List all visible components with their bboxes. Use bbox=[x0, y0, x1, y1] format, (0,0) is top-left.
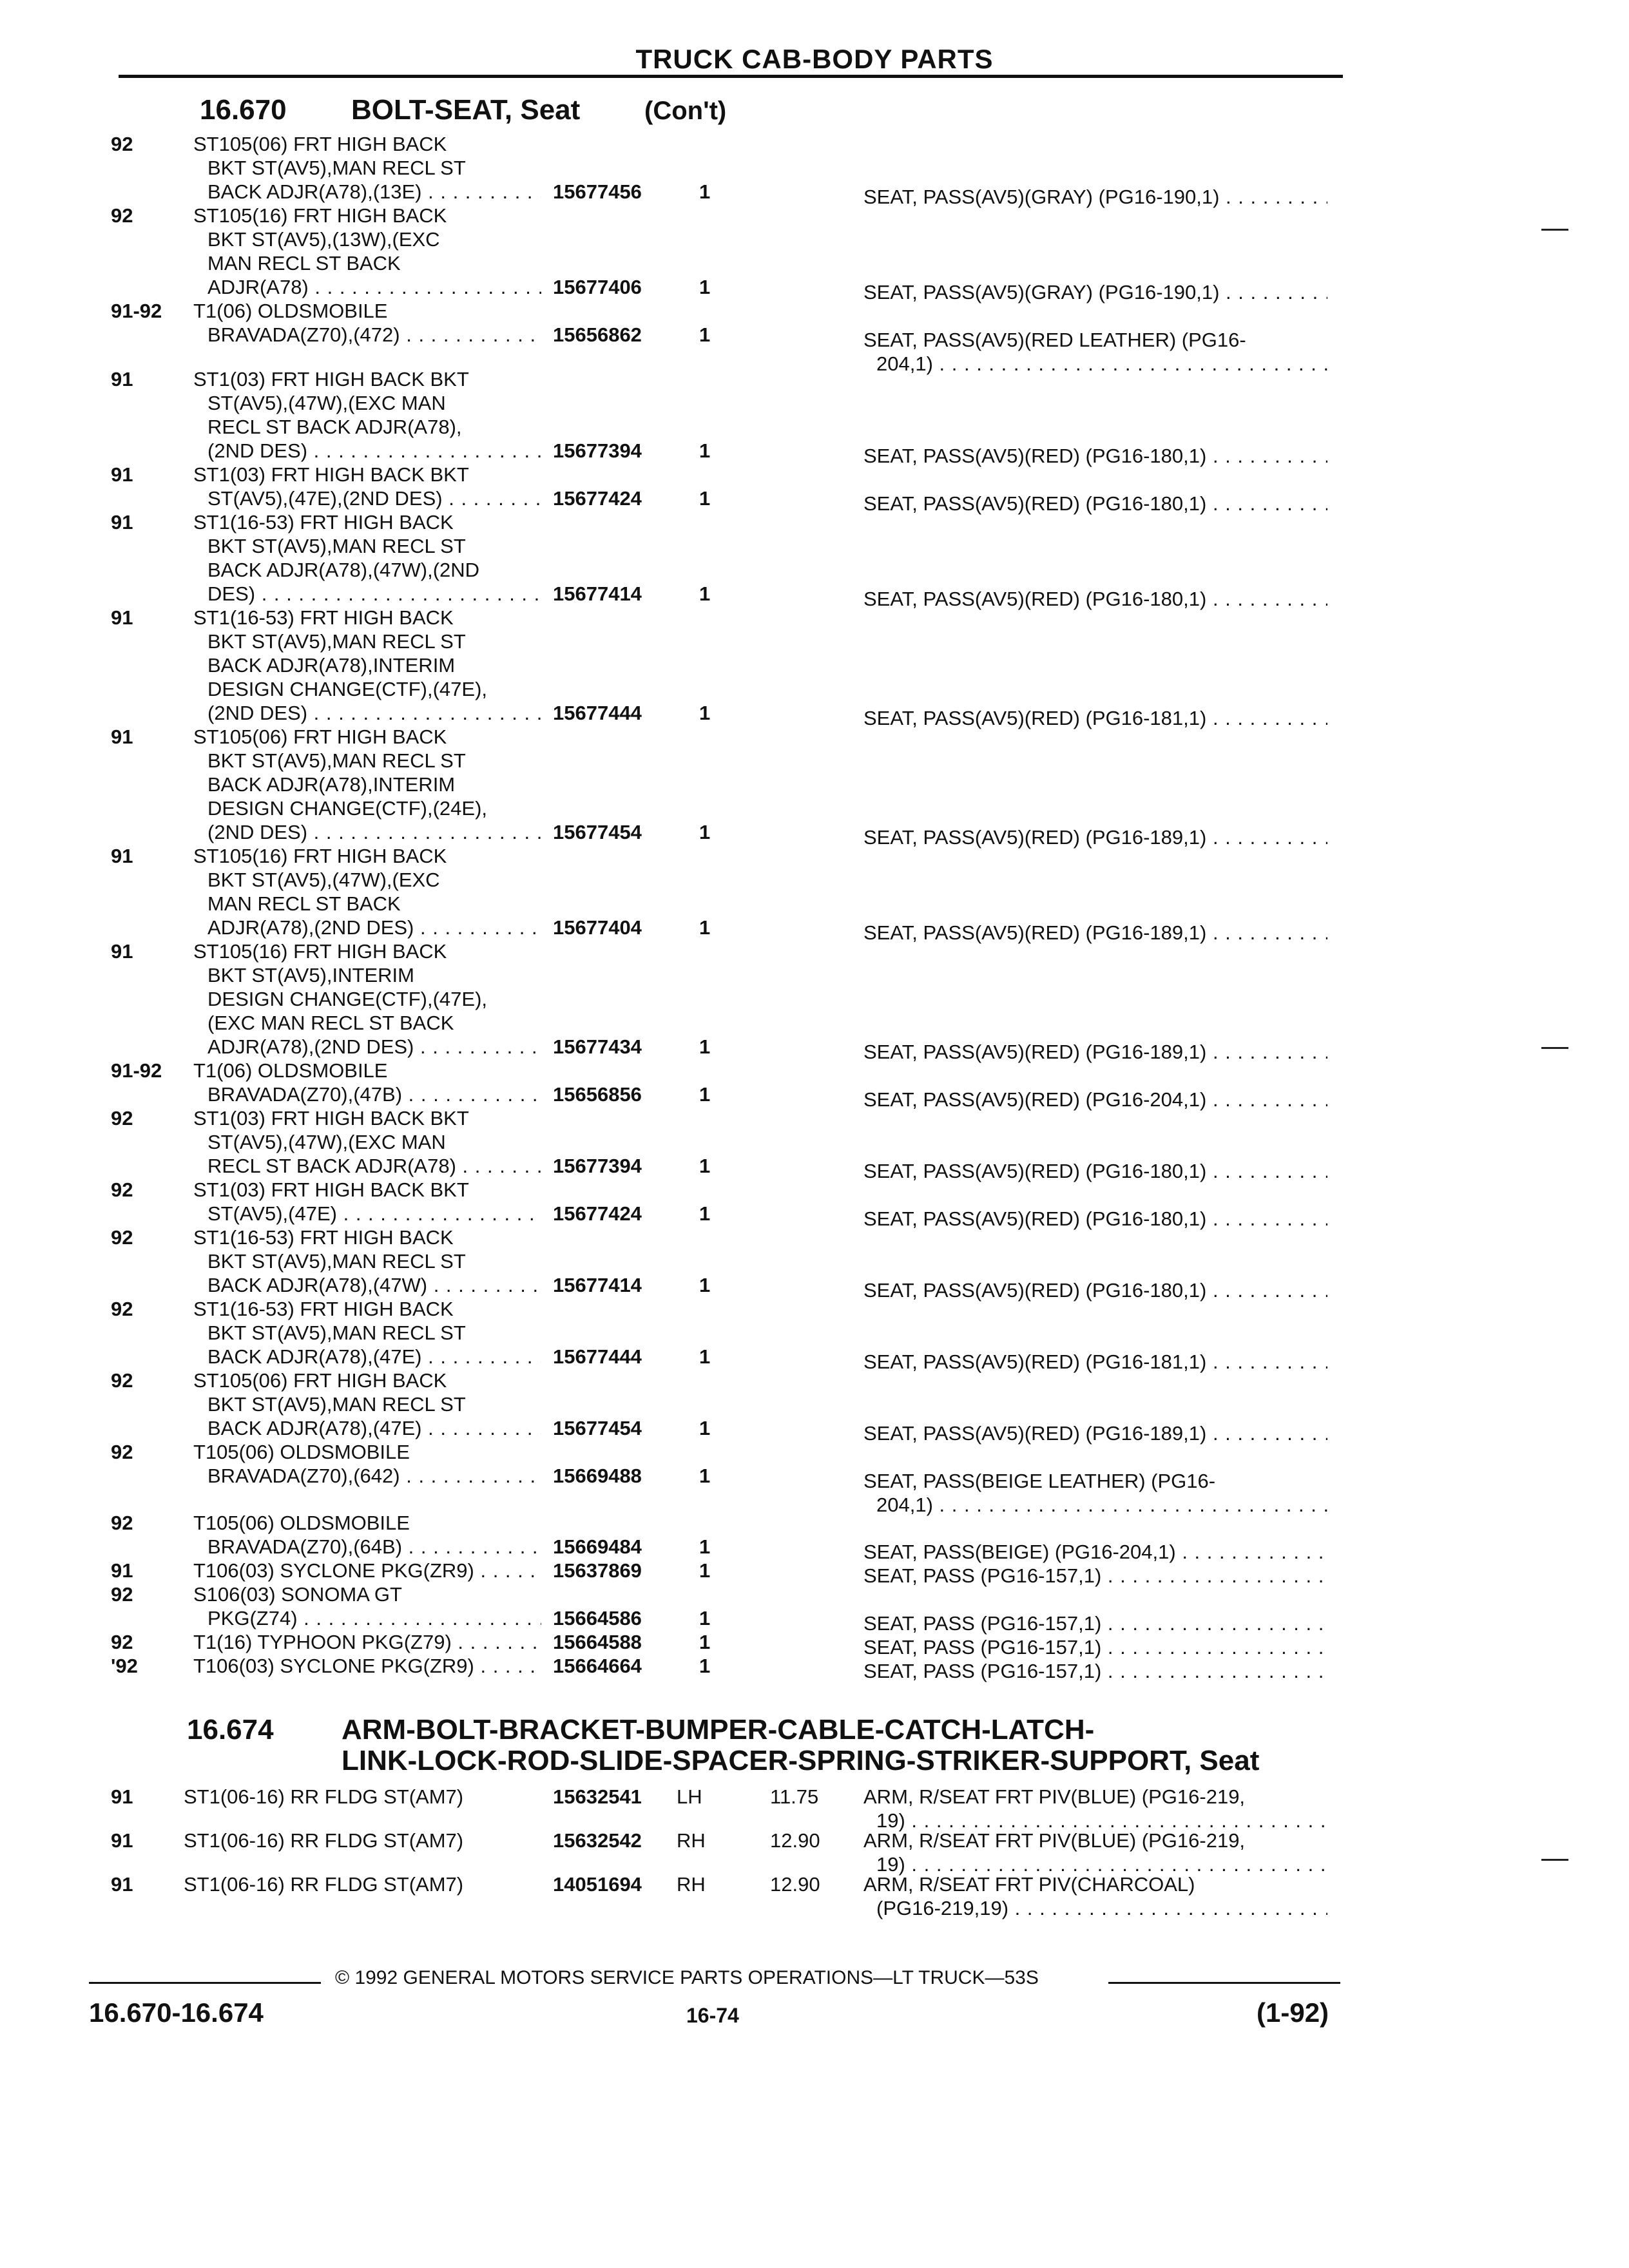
quantity: 1 bbox=[699, 1607, 711, 1629]
usage-description-line: BKT ST(AV5),(13W),(EXC bbox=[207, 228, 440, 251]
part-note-line: 204,1) . . . bbox=[863, 1493, 1327, 1517]
part-number: 15677424 bbox=[553, 1202, 642, 1225]
usage-description-line: ST1(16-53) FRT HIGH BACK bbox=[193, 511, 454, 533]
usage-description-line: (2ND DES) . . . bbox=[193, 439, 541, 463]
part-note-line: SEAT, PASS(AV5)(RED) (PG16-180,1) . . . bbox=[863, 587, 1327, 611]
model-year: 91 bbox=[111, 1829, 133, 1852]
usage-description bbox=[184, 1829, 532, 1852]
side-designation: RH bbox=[677, 1873, 706, 1896]
part-note-line: SEAT, PASS(AV5)(GRAY) (PG16-190,1) . . . bbox=[863, 185, 1327, 209]
part-number: 15669488 bbox=[553, 1465, 642, 1487]
model-year: 91 bbox=[111, 368, 133, 390]
part-note-line: SEAT, PASS(AV5)(RED) (PG16-181,1) . . . bbox=[863, 706, 1327, 730]
usage-description bbox=[193, 1511, 541, 1559]
part-number: 15677414 bbox=[553, 1274, 642, 1296]
usage-description-line: ST1(03) FRT HIGH BACK BKT bbox=[193, 1178, 469, 1201]
usage-description-line: T106(03) SYCLONE PKG(ZR9) . . . bbox=[193, 1559, 541, 1582]
model-year: 92 bbox=[111, 1298, 133, 1320]
model-year: 92 bbox=[111, 1178, 133, 1201]
table-row bbox=[0, 1630, 1629, 1658]
usage-description bbox=[193, 1559, 541, 1582]
usage-description-line: DESIGN CHANGE(CTF),(47E), bbox=[207, 988, 488, 1010]
part-note-line: ARM, R/SEAT FRT PIV(BLUE) (PG16-219, bbox=[863, 1785, 1246, 1808]
quantity: 1 bbox=[699, 582, 711, 605]
usage-description bbox=[193, 939, 541, 1059]
model-year: 91-92 bbox=[111, 300, 162, 322]
usage-description bbox=[193, 844, 541, 939]
model-year: 91 bbox=[111, 1559, 133, 1582]
part-number: 15677394 bbox=[553, 439, 642, 462]
usage-description-line: DESIGN CHANGE(CTF),(24E), bbox=[207, 797, 488, 820]
table-row bbox=[0, 725, 1629, 849]
quantity: 1 bbox=[699, 487, 711, 510]
part-note bbox=[863, 1469, 1327, 1517]
table-row bbox=[0, 1582, 1629, 1635]
usage-description bbox=[193, 367, 541, 463]
part-number: 15656862 bbox=[553, 323, 642, 346]
usage-description-line: BRAVADA(Z70),(642) . . . bbox=[193, 1464, 541, 1488]
usage-description bbox=[193, 1630, 541, 1654]
usage-description-line: MAN RECL ST BACK bbox=[207, 252, 401, 274]
section-heading-16-674 bbox=[0, 1714, 1629, 1785]
usage-description-line: ST1(03) FRT HIGH BACK BKT bbox=[193, 1107, 469, 1129]
usage-description-line: (2ND DES) . . . bbox=[193, 701, 541, 725]
usage-description-line: ST(AV5),(47W),(EXC MAN bbox=[207, 1131, 446, 1153]
part-note-line: SEAT, PASS(AV5)(GRAY) (PG16-190,1) . . . bbox=[863, 280, 1327, 304]
part-note-line: ARM, R/SEAT FRT PIV(CHARCOAL) bbox=[863, 1873, 1195, 1896]
footer-rule-right bbox=[1108, 1982, 1340, 1984]
footer-section-range: 16.670-16.674 bbox=[89, 1997, 264, 2028]
section-heading-16-670 bbox=[0, 94, 1629, 133]
part-note bbox=[863, 1872, 1327, 1920]
usage-description-line: BACK ADJR(A78),(47W),(2ND bbox=[207, 559, 480, 581]
model-year: 92 bbox=[111, 204, 133, 227]
usage-description bbox=[193, 132, 541, 204]
footer-copyright: © 1992 GENERAL MOTORS SERVICE PARTS OPERATIONS—LT TRUCK—53S bbox=[335, 1967, 1039, 1988]
usage-description-line: MAN RECL ST BACK bbox=[207, 892, 401, 915]
quantity: 1 bbox=[699, 323, 711, 346]
usage-description-line: ST1(06-16) RR FLDG ST(AM7) bbox=[184, 1873, 464, 1896]
usage-description-line: BKT ST(AV5),MAN RECL ST bbox=[207, 1250, 466, 1273]
section-title-line-2: LINK-LOCK-ROD-SLIDE-SPACER-SPRING-STRIKER-SUPPORT, Seat bbox=[342, 1745, 1260, 1776]
usage-description-line: ST1(16-53) FRT HIGH BACK bbox=[193, 1226, 454, 1249]
usage-description-line: BKT ST(AV5),MAN RECL ST bbox=[207, 749, 466, 772]
list-price: 12.90 bbox=[770, 1873, 820, 1896]
usage-description-line: ST105(16) FRT HIGH BACK bbox=[193, 845, 447, 867]
part-number: 15677434 bbox=[553, 1035, 642, 1058]
usage-description bbox=[193, 1059, 541, 1106]
table-row bbox=[0, 367, 1629, 467]
usage-description bbox=[193, 204, 541, 299]
section-continued-label: (Con't) bbox=[644, 97, 727, 125]
part-note-line: SEAT, PASS(AV5)(RED) (PG16-204,1) . . . bbox=[863, 1088, 1327, 1111]
usage-description-line: ST1(16-53) FRT HIGH BACK bbox=[193, 1298, 454, 1320]
table-row bbox=[0, 1654, 1629, 1682]
usage-description bbox=[193, 1654, 541, 1678]
footer-revision-date: (1-92) bbox=[1257, 1997, 1329, 2028]
model-year: 91 bbox=[111, 511, 133, 533]
part-number: 15677404 bbox=[553, 916, 642, 939]
part-note-line: SEAT, PASS(AV5)(RED) (PG16-180,1) . . . bbox=[863, 444, 1327, 468]
section-title-line-1: ARM-BOLT-BRACKET-BUMPER-CABLE-CATCH-LATCH- bbox=[342, 1714, 1095, 1745]
part-note bbox=[863, 1659, 1327, 1683]
section-title: BOLT-SEAT, Seat bbox=[351, 94, 581, 126]
model-year: '92 bbox=[111, 1655, 138, 1677]
quantity: 1 bbox=[699, 916, 711, 939]
table-row bbox=[0, 844, 1629, 944]
model-year: 91 bbox=[111, 726, 133, 748]
usage-description-line: ST1(06-16) RR FLDG ST(AM7) bbox=[184, 1829, 464, 1852]
quantity: 1 bbox=[699, 1465, 711, 1487]
usage-description-line: BKT ST(AV5),MAN RECL ST bbox=[207, 535, 466, 557]
table-row bbox=[0, 463, 1629, 515]
table-row bbox=[0, 132, 1629, 208]
part-note-line: 204,1) . . . bbox=[863, 352, 1327, 376]
table-row bbox=[0, 1059, 1629, 1111]
quantity: 1 bbox=[699, 702, 711, 724]
model-year: 92 bbox=[111, 1441, 133, 1463]
part-note-line: SEAT, PASS(AV5)(RED) (PG16-189,1) . . . bbox=[863, 921, 1327, 945]
part-number: 15656856 bbox=[553, 1083, 642, 1106]
table-row bbox=[0, 939, 1629, 1063]
usage-description-line: ADJR(A78),(2ND DES) . . . bbox=[193, 916, 541, 939]
usage-description-line: BACK ADJR(A78),(13E) . . . bbox=[193, 180, 541, 204]
part-note-line: SEAT, PASS(AV5)(RED) (PG16-180,1) . . . bbox=[863, 1278, 1327, 1302]
usage-description-line: RECL ST BACK ADJR(A78), bbox=[207, 416, 462, 438]
usage-description bbox=[193, 1369, 541, 1440]
usage-description-line: (2ND DES) . . . bbox=[193, 820, 541, 844]
part-note-line: SEAT, PASS(BEIGE LEATHER) (PG16- bbox=[863, 1470, 1216, 1492]
usage-description-line: BKT ST(AV5),(47W),(EXC bbox=[207, 869, 440, 891]
model-year: 91 bbox=[111, 1873, 133, 1896]
usage-description-line: ST1(16-53) FRT HIGH BACK bbox=[193, 606, 454, 629]
part-note-line: (PG16-219,19) . . . bbox=[863, 1896, 1327, 1920]
usage-description bbox=[184, 1785, 532, 1809]
part-note-line: SEAT, PASS (PG16-157,1) . . . bbox=[863, 1659, 1327, 1683]
usage-description bbox=[193, 510, 541, 606]
model-year: 92 bbox=[111, 1583, 133, 1606]
part-note-line: SEAT, PASS (PG16-157,1) . . . bbox=[863, 1564, 1327, 1588]
table-row bbox=[0, 606, 1629, 729]
usage-description-line: DES) . . . bbox=[193, 582, 541, 606]
part-number: 15677454 bbox=[553, 821, 642, 843]
table-row bbox=[0, 299, 1629, 375]
table-row bbox=[0, 1106, 1629, 1182]
table-row bbox=[0, 1559, 1629, 1587]
part-note-line: 19) . . . bbox=[863, 1852, 1327, 1876]
quantity: 1 bbox=[699, 1345, 711, 1368]
part-number: 15677406 bbox=[553, 276, 642, 298]
part-number: 15637869 bbox=[553, 1559, 642, 1582]
quantity: 1 bbox=[699, 439, 711, 462]
usage-description-line: ST105(16) FRT HIGH BACK bbox=[193, 204, 447, 227]
usage-description bbox=[193, 1106, 541, 1178]
usage-description-line: ST105(06) FRT HIGH BACK bbox=[193, 726, 447, 748]
margin-mark bbox=[1541, 1859, 1568, 1861]
part-note-line: 19) . . . bbox=[863, 1809, 1327, 1832]
usage-description-line: BACK ADJR(A78),INTERIM bbox=[207, 654, 456, 677]
usage-description-line: ST1(03) FRT HIGH BACK BKT bbox=[193, 463, 469, 486]
usage-description-line: BKT ST(AV5),MAN RECL ST bbox=[207, 157, 466, 179]
quantity: 1 bbox=[699, 1559, 711, 1582]
quantity: 1 bbox=[699, 1655, 711, 1677]
usage-description-line: ST1(03) FRT HIGH BACK BKT bbox=[193, 368, 469, 390]
usage-description-line: S106(03) SONOMA GT bbox=[193, 1583, 402, 1606]
quantity: 1 bbox=[699, 276, 711, 298]
table-row bbox=[0, 204, 1629, 303]
part-note-line: SEAT, PASS(AV5)(RED) (PG16-180,1) . . . bbox=[863, 1159, 1327, 1183]
part-number: 15632542 bbox=[553, 1829, 642, 1852]
part-note-line: SEAT, PASS(AV5)(RED) (PG16-189,1) . . . bbox=[863, 1421, 1327, 1445]
quantity: 1 bbox=[699, 1202, 711, 1225]
section-number: 16.674 bbox=[187, 1714, 274, 1745]
model-year: 91 bbox=[111, 1785, 133, 1808]
part-number: 15664588 bbox=[553, 1631, 642, 1653]
quantity: 1 bbox=[699, 1417, 711, 1439]
side-designation: RH bbox=[677, 1829, 706, 1852]
usage-description bbox=[193, 1178, 541, 1225]
page-title: TRUCK CAB-BODY PARTS bbox=[635, 44, 994, 74]
table-row bbox=[0, 1178, 1629, 1230]
table-row bbox=[0, 1440, 1629, 1516]
quantity: 1 bbox=[699, 1274, 711, 1296]
footer-rule-left bbox=[89, 1982, 321, 1984]
footer-page-number: 16-74 bbox=[686, 2004, 739, 2027]
part-number: 15677444 bbox=[553, 1345, 642, 1368]
usage-description-line: ADJR(A78),(2ND DES) . . . bbox=[193, 1035, 541, 1059]
table-row bbox=[0, 1872, 1629, 1920]
model-year: 91 bbox=[111, 606, 133, 629]
part-number: 15677444 bbox=[553, 702, 642, 724]
part-note-line: SEAT, PASS(AV5)(RED) (PG16-180,1) . . . bbox=[863, 1207, 1327, 1231]
usage-description-line: ST105(06) FRT HIGH BACK bbox=[193, 1369, 447, 1392]
usage-description-line: ST105(06) FRT HIGH BACK bbox=[193, 133, 447, 155]
model-year: 92 bbox=[111, 1512, 133, 1534]
usage-description-line: ST(AV5),(47E) . . . bbox=[193, 1202, 541, 1225]
usage-description-line: BACK ADJR(A78),(47E) . . . bbox=[193, 1416, 541, 1440]
model-year: 91 bbox=[111, 940, 133, 963]
usage-description-line: T105(06) OLDSMOBILE bbox=[193, 1512, 410, 1534]
part-number: 15677394 bbox=[553, 1155, 642, 1177]
table-row bbox=[0, 1785, 1629, 1832]
usage-description bbox=[193, 1582, 541, 1630]
usage-description-line: T105(06) OLDSMOBILE bbox=[193, 1441, 410, 1463]
usage-description-line: BKT ST(AV5),MAN RECL ST bbox=[207, 630, 466, 653]
model-year: 92 bbox=[111, 1369, 133, 1392]
model-year: 92 bbox=[111, 1631, 133, 1653]
usage-description-line: DESIGN CHANGE(CTF),(47E), bbox=[207, 678, 488, 700]
part-number: 15677454 bbox=[553, 1417, 642, 1439]
table-row bbox=[0, 1297, 1629, 1373]
usage-description-line: RECL ST BACK ADJR(A78) . . . bbox=[193, 1154, 541, 1178]
section-number: 16.670 bbox=[200, 94, 287, 126]
part-note bbox=[863, 1785, 1327, 1832]
quantity: 1 bbox=[699, 1631, 711, 1653]
part-number: 15677456 bbox=[553, 180, 642, 203]
usage-description-line: BACK ADJR(A78),INTERIM bbox=[207, 773, 456, 796]
part-number: 15664586 bbox=[553, 1607, 642, 1629]
usage-description-line: T1(16) TYPHOON PKG(Z79) . . . bbox=[193, 1630, 541, 1654]
usage-description-line: BRAVADA(Z70),(64B) . . . bbox=[193, 1535, 541, 1559]
quantity: 1 bbox=[699, 1155, 711, 1177]
usage-description bbox=[193, 463, 541, 510]
usage-description bbox=[193, 1297, 541, 1369]
table-row bbox=[0, 1829, 1629, 1876]
table-row bbox=[0, 510, 1629, 610]
part-number: 15632541 bbox=[553, 1785, 642, 1808]
usage-description bbox=[193, 725, 541, 844]
quantity: 1 bbox=[699, 1083, 711, 1106]
usage-description-line: T1(06) OLDSMOBILE bbox=[193, 1059, 388, 1082]
usage-description-line: BKT ST(AV5),MAN RECL ST bbox=[207, 1321, 466, 1344]
part-note-line: SEAT, PASS (PG16-157,1) . . . bbox=[863, 1635, 1327, 1659]
usage-description-line: PKG(Z74) . . . bbox=[193, 1606, 541, 1630]
quantity: 1 bbox=[699, 180, 711, 203]
part-note-line: SEAT, PASS(BEIGE) (PG16-204,1) . . . bbox=[863, 1540, 1327, 1564]
model-year: 91 bbox=[111, 463, 133, 486]
model-year: 91-92 bbox=[111, 1059, 162, 1082]
usage-description-line: (EXC MAN RECL ST BACK bbox=[207, 1012, 454, 1034]
part-note-line: SEAT, PASS(AV5)(RED) (PG16-189,1) . . . bbox=[863, 1040, 1327, 1064]
quantity: 1 bbox=[699, 1535, 711, 1558]
model-year: 92 bbox=[111, 1107, 133, 1129]
usage-description bbox=[193, 606, 541, 725]
part-note-line: SEAT, PASS(AV5)(RED) (PG16-180,1) . . . bbox=[863, 492, 1327, 515]
header-rule bbox=[119, 75, 1343, 78]
quantity: 1 bbox=[699, 821, 711, 843]
part-number: 15677424 bbox=[553, 487, 642, 510]
usage-description-line: ST1(06-16) RR FLDG ST(AM7) bbox=[184, 1785, 464, 1808]
usage-description bbox=[184, 1872, 532, 1896]
part-note-line: SEAT, PASS(AV5)(RED) (PG16-189,1) . . . bbox=[863, 825, 1327, 849]
list-price: 11.75 bbox=[770, 1785, 819, 1808]
usage-description bbox=[193, 299, 541, 347]
usage-description-line: BACK ADJR(A78),(47E) . . . bbox=[193, 1345, 541, 1369]
part-number: 15669484 bbox=[553, 1535, 642, 1558]
usage-description-line: T106(03) SYCLONE PKG(ZR9) . . . bbox=[193, 1654, 541, 1678]
model-year: 92 bbox=[111, 133, 133, 155]
list-price: 12.90 bbox=[770, 1829, 820, 1852]
table-row bbox=[0, 1369, 1629, 1445]
part-number: 15664664 bbox=[553, 1655, 642, 1677]
usage-description-line: BACK ADJR(A78),(47W) . . . bbox=[193, 1273, 541, 1297]
margin-mark bbox=[1541, 1047, 1568, 1049]
usage-description-line: ST(AV5),(47W),(EXC MAN bbox=[207, 392, 446, 414]
usage-description-line: T1(06) OLDSMOBILE bbox=[193, 300, 388, 322]
usage-description bbox=[193, 1440, 541, 1488]
part-note bbox=[863, 1829, 1327, 1876]
usage-description-line: BKT ST(AV5),INTERIM bbox=[207, 964, 414, 986]
part-note-line: SEAT, PASS(AV5)(RED) (PG16-181,1) . . . bbox=[863, 1350, 1327, 1374]
model-year: 91 bbox=[111, 845, 133, 867]
usage-description-line: BRAVADA(Z70),(472) . . . bbox=[193, 323, 541, 347]
side-designation: LH bbox=[677, 1785, 702, 1808]
part-number: 15677414 bbox=[553, 582, 642, 605]
quantity: 1 bbox=[699, 1035, 711, 1058]
margin-mark bbox=[1541, 229, 1568, 231]
usage-description-line: ADJR(A78) . . . bbox=[193, 275, 541, 299]
usage-description-line: ST105(16) FRT HIGH BACK bbox=[193, 940, 447, 963]
part-note-line: SEAT, PASS(AV5)(RED LEATHER) (PG16- bbox=[863, 329, 1246, 351]
usage-description bbox=[193, 1225, 541, 1297]
usage-description-line: BRAVADA(Z70),(47B) . . . bbox=[193, 1082, 541, 1106]
table-row bbox=[0, 1225, 1629, 1302]
part-note-line: ARM, R/SEAT FRT PIV(BLUE) (PG16-219, bbox=[863, 1829, 1246, 1852]
part-number: 14051694 bbox=[553, 1873, 642, 1896]
usage-description-line: ST(AV5),(47E),(2ND DES) . . . bbox=[193, 486, 541, 510]
part-note-line: SEAT, PASS (PG16-157,1) . . . bbox=[863, 1611, 1327, 1635]
usage-description-line: BKT ST(AV5),MAN RECL ST bbox=[207, 1393, 466, 1416]
table-row bbox=[0, 1511, 1629, 1563]
model-year: 92 bbox=[111, 1226, 133, 1249]
